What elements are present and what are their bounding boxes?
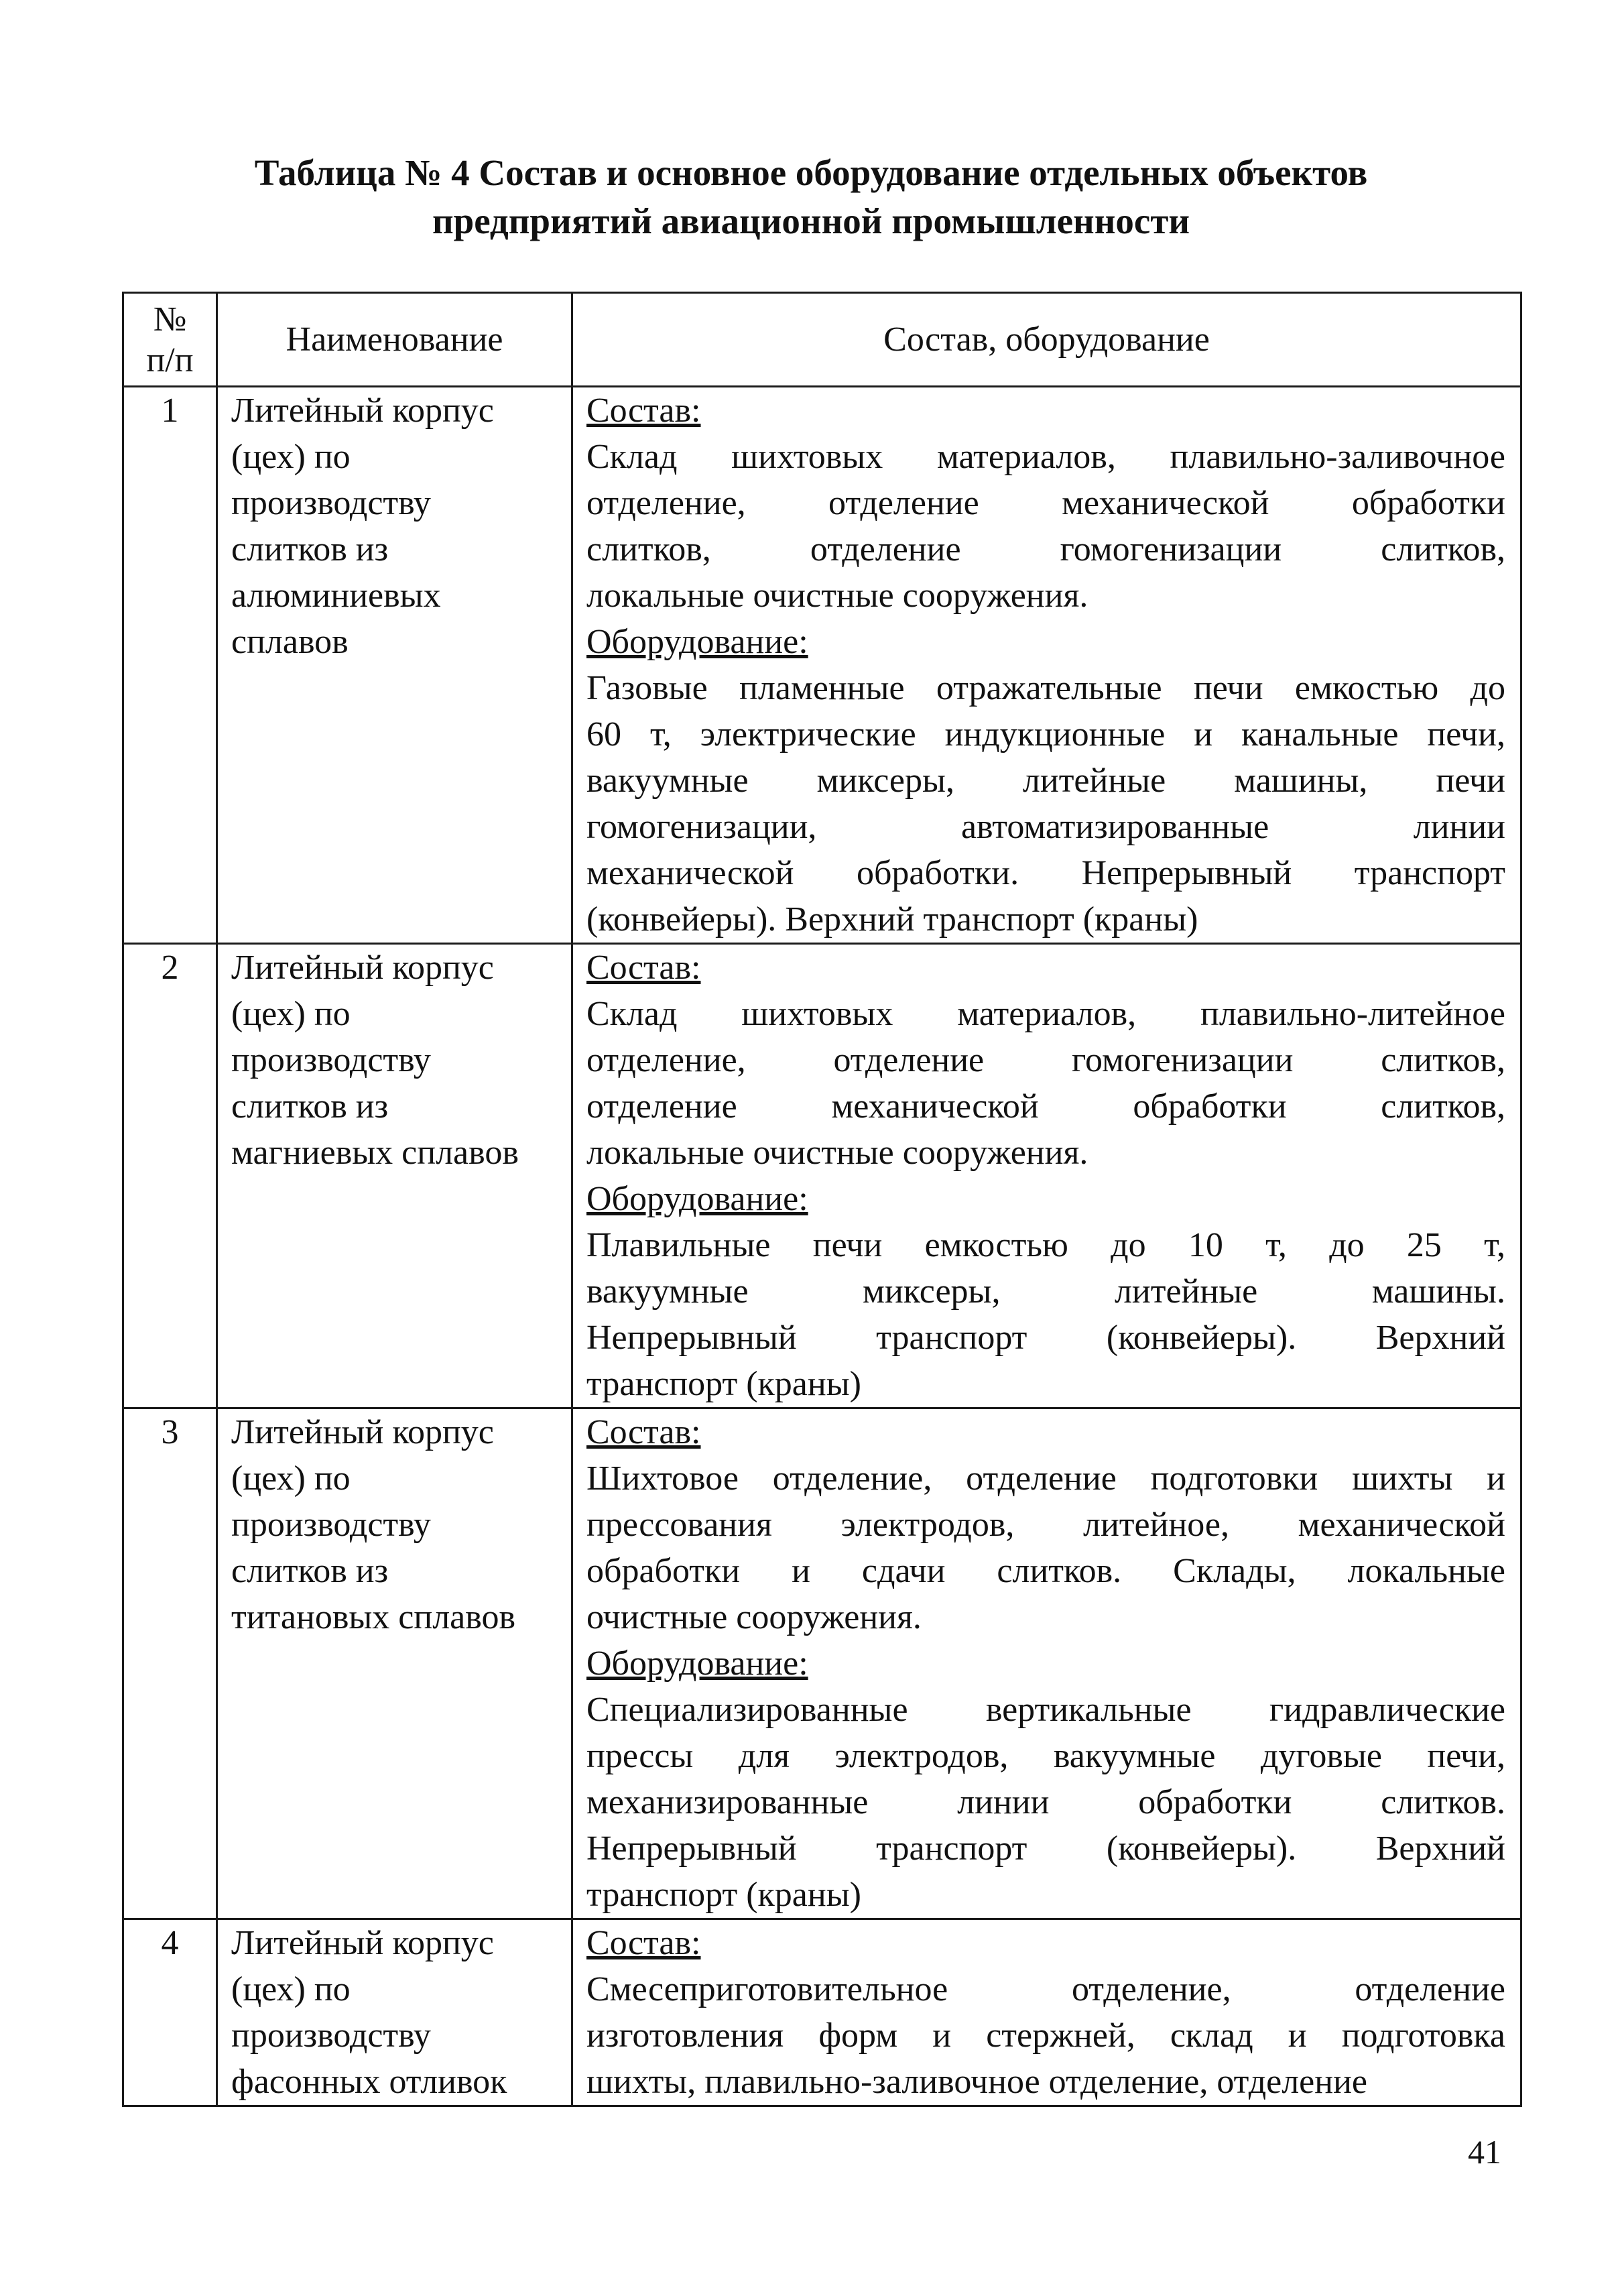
table-row xyxy=(123,1408,1521,1919)
row-name-line: магниевых сплавов xyxy=(231,1134,519,1172)
composition-line: Смесеприготовительное отделение, отделение xyxy=(586,1970,1505,2008)
row-number: 1 xyxy=(123,387,217,944)
table-row xyxy=(123,1919,1521,2106)
row-name-line: слитков из xyxy=(231,1552,389,1590)
composition-line: Шихтовое отделение, отделение подготовки шихты и xyxy=(586,1459,1505,1498)
row-name xyxy=(217,387,572,944)
equipment-line: Газовые пламенные отражательные печи емкостью до xyxy=(586,669,1505,707)
composition-label: Состав: xyxy=(586,391,701,430)
row-name xyxy=(217,1408,572,1919)
row-name-line: Литейный корпус xyxy=(231,1924,494,1962)
row-composition-equipment xyxy=(572,944,1521,1408)
composition-line: Склад шихтовых материалов, плавильно-заливочное xyxy=(586,438,1505,476)
equipment-line: Непрерывный транспорт (конвейеры). Верхний xyxy=(586,1319,1505,1357)
equipment-line: прессы для электродов, вакуумные дуговые печи, xyxy=(586,1737,1505,1775)
table-title xyxy=(121,149,1501,245)
table-header-row xyxy=(123,293,1521,387)
equipment-line: вакуумные миксеры, литейные машины. xyxy=(586,1272,1505,1311)
equipment-line: транспорт (краны) xyxy=(586,1876,861,1914)
page-number: 41 xyxy=(1468,2133,1501,2171)
row-name-line: титановых сплавов xyxy=(231,1598,515,1636)
equipment-label: Оборудование: xyxy=(586,1644,808,1683)
composition-line: локальные очистные сооружения. xyxy=(586,1134,1088,1172)
row-name-line: Литейный корпус xyxy=(231,391,494,430)
row-name-line: Литейный корпус xyxy=(231,949,494,987)
row-number: 3 xyxy=(123,1408,217,1919)
row-name-line: производству xyxy=(231,2016,431,2055)
composition-line: изготовления форм и стержней, склад и подготовка xyxy=(586,2016,1505,2055)
equipment-label: Оборудование: xyxy=(586,623,808,661)
header-name: Наименование xyxy=(217,293,572,387)
composition-line: Склад шихтовых материалов, плавильно-литейное xyxy=(586,995,1505,1033)
header-composition: Состав, оборудование xyxy=(572,293,1521,387)
equipment-table xyxy=(122,292,1522,2107)
composition-line: прессования электродов, литейное, механической xyxy=(586,1506,1505,1544)
composition-line: локальные очистные сооружения. xyxy=(586,577,1088,615)
row-composition-equipment xyxy=(572,387,1521,944)
table-title-line-1: Таблица № 4 Состав и основное оборудование отдельных объектов xyxy=(254,152,1368,193)
equipment-line: вакуумные миксеры, литейные машины, печи xyxy=(586,762,1505,800)
row-name-line: производству xyxy=(231,484,431,522)
equipment-line: механизированные линии обработки слитков. xyxy=(586,1783,1505,1821)
row-name-line: слитков из xyxy=(231,530,389,568)
equipment-label: Оборудование: xyxy=(586,1180,808,1218)
composition-label: Состав: xyxy=(586,1413,701,1451)
equipment-line: 60 т, электрические индукционные и канальные печи, xyxy=(586,715,1505,753)
equipment-line: (конвейеры). Верхний транспорт (краны) xyxy=(586,900,1198,939)
row-name-line: слитков из xyxy=(231,1087,389,1126)
row-name-line: (цех) по xyxy=(231,995,351,1033)
row-name-line: Литейный корпус xyxy=(231,1413,494,1451)
equipment-line: транспорт (краны) xyxy=(586,1365,861,1403)
composition-line: слитков, отделение гомогенизации слитков, xyxy=(586,530,1505,568)
header-number-line-1: № xyxy=(153,300,187,339)
equipment-line: Специализированные вертикальные гидравлические xyxy=(586,1691,1505,1729)
row-name-line: производству xyxy=(231,1041,431,1079)
header-number-line-2: п/п xyxy=(146,341,194,379)
row-composition-equipment xyxy=(572,1919,1521,2106)
composition-line: обработки и сдачи слитков. Склады, локальные xyxy=(586,1552,1505,1590)
composition-line: очистные сооружения. xyxy=(586,1598,922,1636)
row-name-line: (цех) по xyxy=(231,438,351,476)
equipment-line: гомогенизации, автоматизированные линии xyxy=(586,808,1505,846)
row-number: 2 xyxy=(123,944,217,1408)
row-name-line: производству xyxy=(231,1506,431,1544)
row-number: 4 xyxy=(123,1919,217,2106)
row-name-line: (цех) по xyxy=(231,1459,351,1498)
composition-line: отделение механической обработки слитков, xyxy=(586,1087,1505,1126)
composition-label: Состав: xyxy=(586,949,701,987)
equipment-line: Плавильные печи емкостью до 10 т, до 25 т, xyxy=(586,1226,1505,1264)
composition-label: Состав: xyxy=(586,1924,701,1962)
row-name-line: алюминиевых xyxy=(231,577,441,615)
row-name-line: фасонных отливок xyxy=(231,2063,507,2101)
composition-line: отделение, отделение механической обработки xyxy=(586,484,1505,522)
equipment-line: механической обработки. Непрерывный транспорт xyxy=(586,854,1505,892)
row-name xyxy=(217,1919,572,2106)
equipment-line: Непрерывный транспорт (конвейеры). Верхний xyxy=(586,1829,1505,1868)
table-row xyxy=(123,387,1521,944)
row-composition-equipment xyxy=(572,1408,1521,1919)
row-name-line: сплавов xyxy=(231,623,349,661)
composition-line: шихты, плавильно-заливочное отделение, отделение xyxy=(586,2063,1367,2101)
row-name-line: (цех) по xyxy=(231,1970,351,2008)
header-number xyxy=(123,293,217,387)
composition-line: отделение, отделение гомогенизации слитков, xyxy=(586,1041,1505,1079)
table-title-line-2: предприятий авиационной промышленности xyxy=(432,200,1190,241)
row-name xyxy=(217,944,572,1408)
table-row xyxy=(123,944,1521,1408)
